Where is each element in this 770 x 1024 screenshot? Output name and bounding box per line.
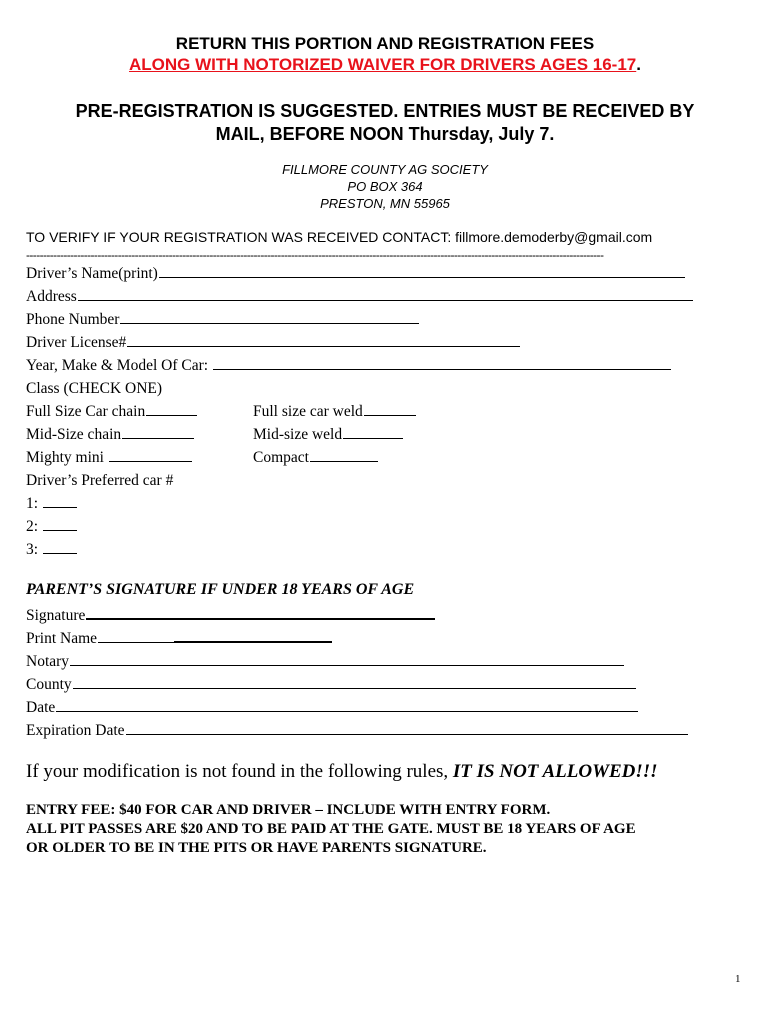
class-check-full-size-chain[interactable]	[146, 401, 197, 416]
county-blank[interactable]	[73, 674, 636, 689]
notary-blank[interactable]	[70, 651, 624, 666]
class-compact[interactable]	[253, 446, 378, 469]
address-label: Address	[26, 288, 77, 305]
class-check-mighty-mini[interactable]	[109, 447, 192, 462]
address-field[interactable]	[26, 285, 693, 308]
parent-section-title: PARENT’S SIGNATURE IF UNDER 18 YEARS OF AGE	[26, 581, 415, 598]
class-mid-size-chain[interactable]	[26, 423, 194, 446]
address-box: PO BOX 364	[347, 179, 423, 194]
expiration-date-label: Expiration Date	[26, 722, 125, 739]
class-check-compact[interactable]	[310, 447, 378, 462]
address-city: PRESTON, MN 55965	[320, 196, 450, 211]
license-blank[interactable]	[127, 332, 520, 347]
preferred-car-3[interactable]	[26, 538, 77, 561]
class-label-full-size-weld: Full size car weld	[253, 403, 363, 420]
signature-blank[interactable]	[86, 604, 435, 620]
print-name-blank-thin[interactable]	[98, 628, 174, 643]
expiration-date-field[interactable]	[26, 719, 688, 742]
car-blank[interactable]	[213, 355, 671, 370]
driver-name-label: Driver’s Name(print)	[26, 265, 158, 282]
date-blank[interactable]	[56, 697, 638, 712]
fees-section	[26, 801, 636, 858]
phone-field[interactable]	[26, 308, 419, 331]
header-line-1: RETURN THIS PORTION AND REGISTRATION FEES	[175, 34, 595, 53]
driver-name-field[interactable]	[26, 262, 685, 285]
preferred-car-3-blank[interactable]	[43, 539, 77, 554]
car-field[interactable]	[26, 354, 671, 377]
expiration-date-blank[interactable]	[126, 720, 688, 735]
class-full-size-weld[interactable]	[253, 400, 416, 423]
verify-contact: TO VERIFY IF YOUR REGISTRATION WAS RECEIVED CONTACT: fillmore.demoderby@gmail.com	[26, 229, 653, 245]
pre-registration-notice	[0, 100, 770, 146]
preferred-car-2[interactable]	[26, 515, 77, 538]
pit-age-line: OR OLDER TO BE IN THE PITS OR HAVE PARENTS SIGNATURE.	[26, 840, 487, 856]
notary-field[interactable]	[26, 650, 624, 673]
phone-blank[interactable]	[120, 309, 419, 324]
class-mid-size-weld[interactable]	[253, 423, 403, 446]
preferred-car-1-label: 1:	[26, 495, 39, 512]
county-field[interactable]	[26, 673, 636, 696]
class-check-full-size-weld[interactable]	[364, 401, 416, 416]
preferred-car-2-label: 2:	[26, 518, 39, 535]
rules-note	[26, 761, 658, 783]
class-label-mighty-mini: Mighty mini	[26, 449, 104, 466]
header-line-2	[0, 54, 770, 75]
pre-registration-line-2: MAIL, BEFORE NOON Thursday, July 7.	[215, 124, 555, 144]
preferred-car-2-blank[interactable]	[43, 516, 77, 531]
class-label-mid-size-chain: Mid-Size chain	[26, 426, 122, 443]
county-label: County	[26, 676, 72, 693]
parent-print-name-field[interactable]	[26, 627, 332, 650]
signature-label: Signature	[26, 607, 86, 624]
class-check-mid-size-chain[interactable]	[122, 424, 194, 439]
date-label: Date	[26, 699, 56, 716]
preferred-car-label: Driver’s Preferred car #	[26, 472, 174, 489]
class-label-compact: Compact	[253, 449, 309, 466]
notary-label: Notary	[26, 653, 70, 670]
rules-note-emphasis: IT IS NOT ALLOWED!!!	[452, 761, 658, 782]
waiver-notice-period: .	[636, 55, 641, 74]
cut-divider: --------------------------------------------------------------------------------------------------------------------------------------------------------------------------	[26, 248, 604, 262]
rules-note-text: If your modification is not found in the following rules,	[26, 761, 449, 782]
class-label-full-size-chain: Full Size Car chain	[26, 403, 146, 420]
print-name-blank-thick[interactable]	[174, 627, 332, 643]
page-number: 1	[735, 973, 741, 985]
pit-pass-line: ALL PIT PASSES ARE $20 AND TO BE PAID AT THE GATE. MUST BE 18 YEARS OF AGE	[26, 821, 636, 837]
class-check-mid-size-weld[interactable]	[343, 424, 403, 439]
print-name-label: Print Name	[26, 630, 98, 647]
class-label: Class (CHECK ONE)	[26, 380, 163, 397]
entry-fee-line: ENTRY FEE: $40 FOR CAR AND DRIVER – INCLUDE WITH ENTRY FORM.	[26, 802, 551, 818]
preferred-car-1-blank[interactable]	[43, 493, 77, 508]
class-full-size-chain[interactable]	[26, 400, 197, 423]
car-label: Year, Make & Model Of Car:	[26, 357, 209, 374]
address-blank[interactable]	[78, 286, 693, 301]
preferred-car-1[interactable]	[26, 492, 77, 515]
mailing-address	[0, 161, 770, 212]
parent-signature-field[interactable]	[26, 604, 435, 627]
pre-registration-line-1: PRE-REGISTRATION IS SUGGESTED. ENTRIES MUST BE RECEIVED BY	[75, 101, 695, 121]
preferred-car-3-label: 3:	[26, 541, 39, 558]
class-label-mid-size-weld: Mid-size weld	[253, 426, 343, 443]
address-org: FILLMORE COUNTY AG SOCIETY	[282, 162, 488, 177]
phone-label: Phone Number	[26, 311, 120, 328]
class-mighty-mini[interactable]	[26, 446, 192, 469]
date-field[interactable]	[26, 696, 638, 719]
license-label: Driver License#	[26, 334, 127, 351]
driver-name-blank[interactable]	[159, 263, 685, 278]
header	[0, 33, 770, 75]
waiver-notice: ALONG WITH NOTORIZED WAIVER FOR DRIVERS AGES 16-17	[129, 55, 637, 74]
license-field[interactable]	[26, 331, 520, 354]
